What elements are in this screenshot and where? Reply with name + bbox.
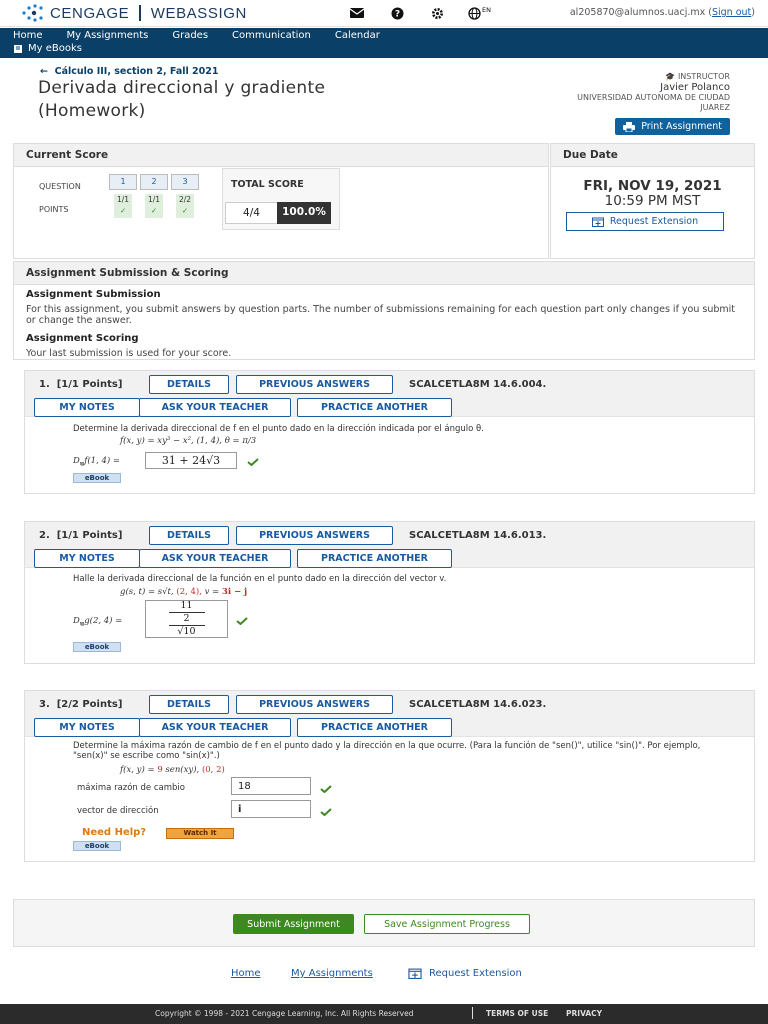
request-extension-label: Request Extension [609, 216, 699, 227]
instructor-info [577, 72, 730, 113]
due-date-heading: Due Date [551, 144, 754, 167]
my-notes-button[interactable]: MY NOTES [34, 398, 140, 417]
print-label: Print Assignment [641, 121, 722, 132]
my-notes-button[interactable]: MY NOTES [34, 718, 140, 737]
score-labels [39, 182, 81, 214]
checkmark-icon: ✓ [181, 206, 189, 215]
current-score-heading: Current Score [14, 144, 548, 167]
answer-label: $D_uf(1$, 4) = [73, 456, 121, 468]
question-1-title: 1. [1/1 Points] [39, 379, 123, 390]
rate-label: máxima razón de cambio [77, 783, 185, 793]
ask-teacher-button[interactable]: ASK YOUR TEACHER [139, 718, 291, 737]
cengage-logo-icon [20, 4, 46, 22]
due-time: 10:59 PM MST [604, 193, 701, 209]
total-score-label: TOTAL SCORE [231, 179, 304, 190]
printer-icon [623, 122, 635, 132]
globe-icon[interactable] [468, 6, 496, 20]
help-icon[interactable] [388, 6, 406, 20]
title-line-2: (Homework) [38, 101, 146, 121]
submit-panel [13, 899, 755, 947]
total-score-box [222, 168, 340, 230]
question-1-link[interactable]: 1 [109, 174, 137, 190]
submission-heading: Assignment Submission & Scoring [14, 262, 754, 285]
question-label: QUESTION [39, 182, 81, 191]
current-score-panel [13, 143, 549, 259]
answer-label: $D_ug(2$, 4) = [73, 616, 123, 628]
calendar-plus-icon [592, 217, 604, 227]
scoring-subtitle: Assignment Scoring [26, 333, 139, 344]
instructor-name: Javier Polanco [660, 82, 730, 93]
ask-teacher-button[interactable]: ASK YOUR TEACHER [139, 398, 291, 417]
brand-cengage: CENGAGE [50, 4, 130, 22]
submission-subtitle: Assignment Submission [26, 289, 161, 300]
answer-numerator: 11 [180, 600, 193, 611]
due-date-panel [550, 143, 755, 259]
question-1-points: 1/1 ✓ [114, 194, 132, 218]
question-2-points: 1/1 ✓ [145, 194, 163, 218]
submission-scoring-panel [13, 261, 755, 360]
page-footer [0, 1004, 768, 1024]
graduation-cap-icon: 🎓 [665, 72, 676, 81]
mail-icon[interactable] [348, 6, 366, 20]
question-2-prompt: Halle la derivada direccional de la función en el punto dado en la dirección del vector v. [73, 574, 447, 584]
correct-check-icon [320, 785, 332, 793]
question-1-panel [24, 370, 755, 494]
details-button[interactable]: DETAILS [149, 695, 229, 714]
back-link[interactable] [40, 66, 219, 77]
question-code: SCALCETLA8M 14.6.023. [409, 699, 547, 710]
previous-answers-button[interactable]: PREVIOUS ANSWERS [236, 695, 393, 714]
question-1-prompt: Determine la derivada direccional de f en el punto dado en la dirección indicada por el ángulo θ. [73, 424, 484, 434]
previous-answers-button[interactable]: PREVIOUS ANSWERS [236, 526, 393, 545]
print-assignment-button[interactable] [615, 118, 730, 135]
ebook-button[interactable]: eBook [73, 841, 121, 851]
question-1-given: f(x, y) = xy³ − x², (1, 4), θ = π/3 [120, 436, 257, 446]
instructor-label: INSTRUCTOR [677, 72, 730, 81]
question-code: SCALCETLA8M 14.6.013. [409, 530, 547, 541]
page-title [38, 77, 458, 123]
answer-middle: 2 [183, 613, 190, 624]
cengage-webassign-logo[interactable] [20, 4, 247, 22]
question-3-title: 3. [2/2 Points] [39, 699, 123, 710]
previous-answers-button[interactable]: PREVIOUS ANSWERS [236, 375, 393, 394]
question-1-header [25, 371, 754, 417]
user-email: al205870@alumnos.uacj.mx [569, 7, 706, 18]
my-notes-button[interactable]: MY NOTES [34, 549, 140, 568]
language-label: EN [482, 6, 491, 14]
due-date: FRI, NOV 19, 2021 [583, 178, 722, 194]
question-3-points: 2/2 ✓ [176, 194, 194, 218]
details-button[interactable]: DETAILS [149, 526, 229, 545]
question-2-link[interactable]: 2 [140, 174, 168, 190]
ask-teacher-button[interactable]: ASK YOUR TEACHER [139, 549, 291, 568]
details-button[interactable]: DETAILS [149, 375, 229, 394]
calendar-plus-icon [408, 968, 422, 979]
question-2-header [25, 522, 754, 568]
book-icon [13, 44, 23, 54]
nav-calendar[interactable]: Calendar [334, 30, 380, 41]
answer-input[interactable]: 31 + 24√3 [145, 452, 237, 469]
terms-link[interactable]: TERMS OF USE [486, 1009, 549, 1018]
arrow-left-icon: ← [40, 66, 48, 77]
gear-icon[interactable] [428, 6, 446, 20]
school-line-1: UNIVERSIDAD AUTONOMA DE CIUDAD [577, 93, 730, 102]
top-bar [0, 0, 768, 27]
privacy-link[interactable]: PRIVACY [566, 1009, 603, 1018]
direction-input[interactable]: i [231, 800, 311, 818]
school-line-2: JUAREZ [700, 103, 730, 112]
total-score-value: 4/4 [225, 202, 278, 224]
answer-denominator: √10 [177, 626, 196, 637]
nav-my-assignments[interactable]: My Assignments [66, 30, 149, 41]
svg-text:?: ? [394, 9, 400, 19]
practice-another-button[interactable]: PRACTICE ANOTHER [297, 398, 452, 417]
question-code: SCALCETLA8M 14.6.004. [409, 379, 547, 390]
nav-grades[interactable]: Grades [172, 30, 209, 41]
save-progress-button[interactable]: Save Assignment Progress [364, 914, 530, 934]
checkmark-icon: ✓ [150, 206, 158, 215]
footer-request-extension-label: Request Extension [429, 968, 522, 979]
practice-another-button[interactable]: PRACTICE ANOTHER [297, 718, 452, 737]
total-score-percent: 100.0% [277, 202, 331, 224]
nav-ebooks-label: My eBooks [28, 43, 82, 54]
question-3-prompt: Determine la máxima razón de cambio de f en el punto dado y la dirección en la que ocurre. (Para la función de "sen()", utilice "sin()". Por ejemplo, "sen(x)" se escribe como "sin(x)".) [73, 741, 701, 761]
request-extension-button[interactable] [566, 212, 724, 231]
ebook-button[interactable]: eBook [73, 473, 121, 483]
brand-divider [139, 5, 141, 21]
scoring-text: Your last submission is used for your score. [26, 348, 232, 359]
footer-assignments-link[interactable]: My Assignments [291, 968, 373, 979]
nav-communication[interactable]: Communication [232, 30, 311, 41]
nav-my-ebooks[interactable] [13, 43, 82, 54]
main-nav [0, 28, 768, 58]
user-info: al205870@alumnos.uacj.mx (Sign out) [569, 7, 755, 18]
question-3-link[interactable]: 3 [171, 174, 199, 190]
points-label: POINTS [39, 205, 69, 214]
question-2-panel [24, 521, 755, 664]
question-2-given: g(s, t) = s√t, (2, 4), v = 3i − j [120, 587, 248, 597]
answer-input[interactable] [145, 600, 228, 638]
need-help-label: Need Help? [82, 827, 147, 838]
correct-check-icon [320, 808, 332, 816]
ebook-button[interactable]: eBook [73, 642, 121, 652]
submit-assignment-button[interactable]: Submit Assignment [233, 914, 354, 934]
watch-it-button[interactable]: Watch It [166, 828, 234, 839]
footer-divider [472, 1007, 473, 1019]
footer-home-link[interactable]: Home [231, 968, 261, 979]
question-3-header [25, 691, 754, 737]
brand-webassign: WEBASSIGN [150, 4, 247, 22]
question-3-panel [24, 690, 755, 862]
direction-label: vector de dirección [77, 806, 159, 816]
footer-request-extension-link[interactable] [408, 968, 522, 979]
nav-home[interactable]: Home [13, 30, 43, 41]
sign-out-link[interactable]: Sign out [711, 7, 752, 18]
question-2-title: 2. [1/1 Points] [39, 530, 123, 541]
practice-another-button[interactable]: PRACTICE ANOTHER [297, 549, 452, 568]
copyright-text: Copyright © 1998 - 2021 Cengage Learning, Inc. All Rights Reserved [155, 1009, 414, 1018]
course-name: Cálculo III, section 2, Fall 2021 [54, 66, 219, 77]
question-3-given: f(x, y) = 9 sen(xy), (0, 2) [120, 765, 225, 775]
rate-input[interactable]: 18 [231, 777, 311, 795]
correct-check-icon [247, 458, 259, 466]
correct-check-icon [236, 617, 248, 625]
checkmark-icon: ✓ [119, 206, 127, 215]
submission-text: For this assignment, you submit answers by question parts. The number of submissions remaining for each question part only changes if you submit or change the answer. [26, 304, 736, 326]
title-line-1: Derivada direccional y gradiente [38, 78, 326, 98]
